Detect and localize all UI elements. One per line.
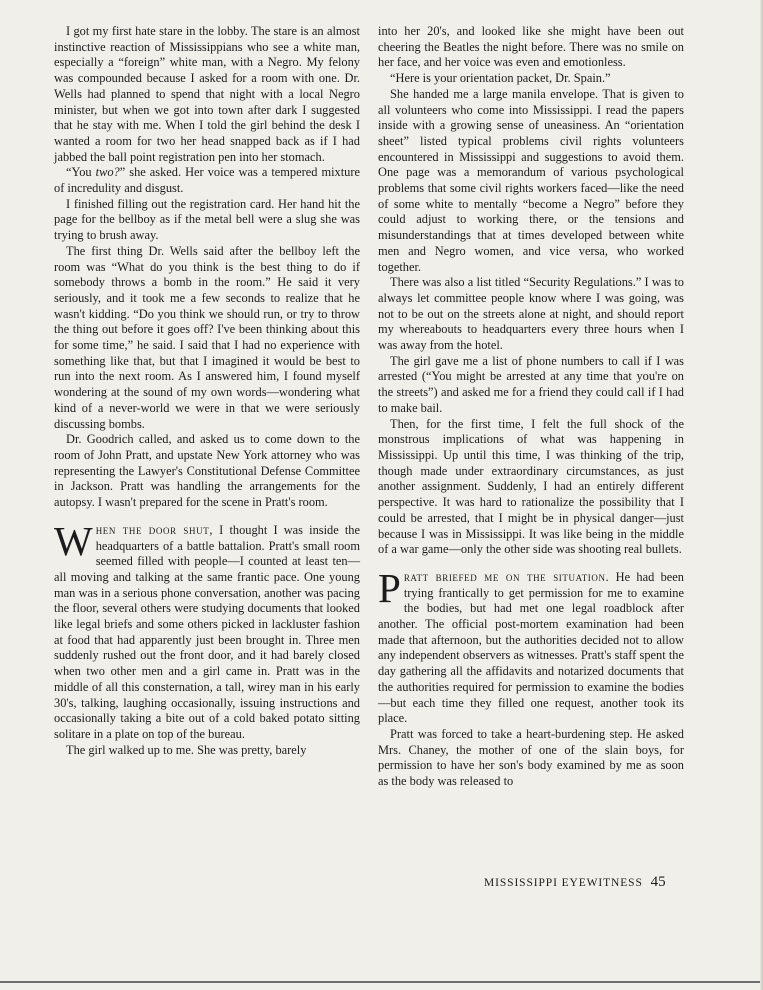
paragraph: “Here is your orientation packet, Dr. Spain.” [390, 71, 611, 86]
drop-cap: P [378, 564, 401, 611]
section-lead-paragraph: Pratt briefed me on the situation. He had been trying frantically to get permission for me to examine the bodies, but had met one legal roadblock after another. The official post-mortem examination had been made that afternoon, but the authorities decided not to allow any independent observers as witnesses. Pratt's staff spent the day gathering all the affidavits and notarized documents that the authorities required for permission to examine the bodies—but each time they filled one request, another took its place. [378, 564, 684, 726]
section-lead-paragraph: When the door shut, I thought I was inside the headquarters of a battle battalion. Pratt's small room seemed filled with people—I counted at least ten—all moving and talking at the same frantic pace. One young man was in a serious phone conversation, another was pacing the floor, several others were studying documents that looked like legal briefs and some others picked in lackluster fashion at food that had apparently just been brought in. Three men suddenly rushed out the front door, and it had barely closed when two other men and a girl came in. Pratt was in the middle of all this consternation, a tall, wirey man in his early 30's, talking, laughing occasionally, issuing instructions and occasionally taking a bite out of a cold baked potato sitting solitare in a plate on top of the bureau. [54, 517, 360, 741]
small-caps-lead: hen the door shut, [95, 522, 214, 537]
small-caps-lead: ratt briefed me on the situation. [403, 569, 610, 584]
paragraph: I got my first hate stare in the lobby. The stare is an almost instinctive reaction of Mississippians who see a white man, especially a “foreign” white man, with a Negro. My felony was compounded because I asked for a room with one. Dr. Wells had planned to spend that night with a local Negro minister, but when we got into town after dark I suggested that he stay with me. When I told the girl behind the desk I wanted a room for two her head snapped back as if I had jabbed the ball point registration pen into her stomach. [54, 24, 360, 164]
paragraph: I finished filling out the registration card. Her hand hit the page for the bellboy as if the metal bell were a slug she was trying to brush away. [54, 196, 360, 243]
emphasis: two? [95, 165, 120, 180]
paragraph: The first thing Dr. Wells said after the bellboy left the room was “What do you think is the best thing to do if somebody throws a bomb in the room.” He said it very seriously, and it took me a few seconds to realize that he wasn't kidding. “Do you think we should run, or try to throw the thing out before it goes off? I've been thinking about this for some time,” he said. I said that I had no experience with something like that, but that I imagined it would be best to run into the next room. As I answered him, I found myself wondering at the sound of my own words—wondering what kind of a never-world we were in that we were seriously discussing bombs. [54, 243, 360, 431]
paragraph: The girl gave me a list of phone numbers to call if I was arrested (“You might be arrested at any time that you're on the streets”) and asked me for a friend they could call if I had to make bail. [378, 353, 684, 415]
paragraph: She handed me a large manila envelope. That is given to all volunteers who come into Mississippi. I read the papers inside with a growing sense of uneasiness. An “orientation sheet” listed typical problems civil rights volunteers encountered in Mississippi and suggestions to avoid them. One page was a memorandum of various psychological problems that some civil rights workers faced—like the need of some white to mentally “become a Negro” before they could adjust to working there, or the tensions and misunderstandings that at times developed between white men and Negro women, and vice versa, who worked together. [378, 86, 684, 274]
page-number: 45 [650, 874, 666, 890]
section-break-door [54, 517, 360, 743]
paragraph: Pratt was forced to take a heart-burdening step. He asked Mrs. Chaney, the mother of one of the slain boys, for permission to have her son's body examined by me as soon as the body was released to [378, 726, 684, 789]
section-break-pratt [378, 564, 684, 727]
paragraph: The girl walked up to me. She was pretty, barely [66, 742, 307, 757]
paragraph: Dr. Goodrich called, and asked us to come down to the room of John Pratt, and upstate New York attorney who was representing the Lawyer's Constitutional Defense Committee in Jackson. Pratt was handling the arrangements for the autopsy. I wasn't prepared for the scene in Pratt's room. [54, 432, 360, 510]
paragraph: There was also a list titled “Security Regulations.” I was to always let committee people know where I was going, was not to be out on the streets alone at night, and should report my whereabouts to headquarters every three hours when I was away from the hotel. [378, 275, 684, 353]
left-column [54, 24, 360, 758]
paragraph-continued: into her 20's, and looked like she might have been out cheering the Beatles the night before. There was no smile on her face, and her voice was even and emotionless. [378, 24, 684, 70]
drop-cap: W [54, 517, 93, 564]
running-title: MISSISSIPPI EYEWITNESS [484, 877, 643, 889]
paragraph: “You two?” she asked. Her voice was a tempered mixture of incredulity and disgust. [54, 165, 360, 196]
paragraph: Then, for the first time, I felt the full shock of the monstrous implications of what was happening in Mississippi. Up until this time, I was thinking of the trip, though made under extraordinary circumstances, as just another assignment. Suddenly, I had an entirely different perspective. It was hard to rationalize the possibility that I could be arrested, that I might be in physical danger—just because I was in Mississippi. It was like being in the middle of a war game—only the other side was shooting real bullets. [378, 416, 684, 557]
page-footer [484, 874, 684, 891]
right-column [378, 24, 684, 790]
bottom-rule [0, 981, 763, 983]
